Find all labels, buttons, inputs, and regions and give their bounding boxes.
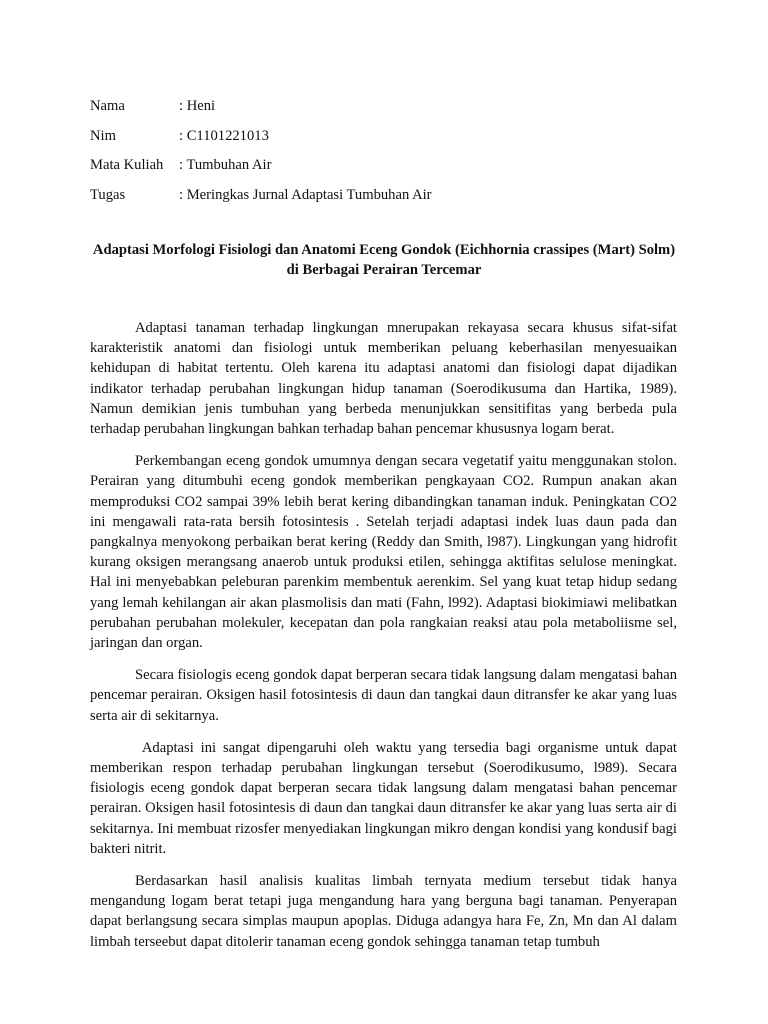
paragraph-1: Adaptasi tanaman terhadap lingkungan mnerupakan rekayasa secara khusus sifat-sifat karakteristik anatomi dan fisiologi untuk memberikan peluang keberhasilan menyesuaikan kehidupan di habitat tertentu. Oleh karena itu adaptasi anatomi dan fisiologi dapat dijadikan indikator terhadap perubahan lingkungan hidup tanaman (Soerodikusuma dan Hartika, 1989). Namun demikian jenis tumbuhan yang berbeda menunjukkan sensitifitas yang berbeda pula terhadap perubahan lingkungan bahkan terhadap bahan pencemar khususnya logam berat.: [90, 320, 677, 438]
tugas-value: : Meringkas Jurnal Adaptasi Tumbuhan Air: [179, 186, 432, 203]
mata-kuliah-value: : Tumbuhan Air: [179, 157, 272, 174]
paragraph-4: Adaptasi ini sangat dipengaruhi oleh waktu yang tersedia bagi organisme untuk dapat memberikan respon terhadap perubahan lingkungan tersebut (Soerodikusumo, l989). Secara fisiologis eceng gondok dapat berperan secara tidak langsung dalam mengatasi bahan pencemar perairan. Oksigen hasil fotosintesis di daun dan tangkai daun ditransfer ke akar yang luas serta air di sekitarnya. Ini membuat rizosfer menyediakan lingkungan mikro dengan kondisi yang kondusif bagi bakteri nitrit.: [90, 739, 681, 857]
mata-kuliah-label: Mata Kuliah: [90, 157, 164, 174]
info-row-mata-kuliah: [90, 151, 690, 181]
paragraph-3: Secara fisiologis eceng gondok dapat berperan secara tidak langsung dalam mengatasi bahan pencemar perairan. Oksigen hasil fotosintesis di daun dan tangkai daun ditransfer ke akar yang luas serta air di sekitarnya.: [90, 667, 677, 724]
info-row-nim: [90, 122, 690, 152]
paragraph-5: Berdasarkan hasil analisis kualitas limbah ternyata medium tersebut tidak hanya mengandung logam berat tetapi juga mengandung hara yang berguna bagi tanaman. Penyerapan dapat berlangsung secara simplas maupun apoplas. Diduga adangya hara Fe, Zn, Mn dan Al dalam limbah terseebut dapat ditolerir tanaman eceng gondok sehingga tanaman tetap tumbuh: [90, 873, 677, 950]
info-row-tugas: [90, 181, 690, 211]
nim-label: Nim: [90, 127, 116, 144]
info-row-nama: [90, 92, 690, 122]
document-body: [90, 318, 681, 964]
student-info-table: [90, 92, 690, 210]
tugas-label: Tugas: [90, 186, 126, 203]
paragraph-2: Perkembangan eceng gondok umumnya dengan secara vegetatif yaitu menggunakan stolon. Perairan yang ditumbuhi eceng gondok memberikan pengkayaan CO2. Rumpun anakan akan memproduksi CO2 sampai 39% lebih berat kering dibandingkan tanaman induk. Peningkatan CO2 ini mengawali rata-rata bersih fotosintesis . Setelah terjadi adaptasi indek luas daun pada dan pangkalnya menyokong perbaikan berat kering (Reddy dan Smith, l987). Lingkungan yang hidrofit kurang oksigen merangsang anaerob untuk produksi etilen, sehingga aktifitas selulose meningkat. Hal ini menyebabkan peleburan parenkim membentuk aerenkim. Sel yang kuat tetap hidup sedang yang lemah kehilangan air akan plasmolisis dan mati (Fahn, l992). Adaptasi biokimiawi melibatkan perubahan perubahan molekuler, kecepatan dan pola rangkaian reaksi atau pola metaboliisme sel, jaringan dan organ.: [90, 453, 677, 652]
nim-value: : C1101221013: [179, 127, 269, 144]
document-title: Adaptasi Morfologi Fisiologi dan Anatomi Eceng Gondok (Eichhornia crassipes (Mart) Solm) di Berbagai Perairan Tercemar: [92, 242, 676, 278]
nama-label: Nama: [90, 98, 125, 115]
nama-value: : Heni: [179, 98, 216, 115]
